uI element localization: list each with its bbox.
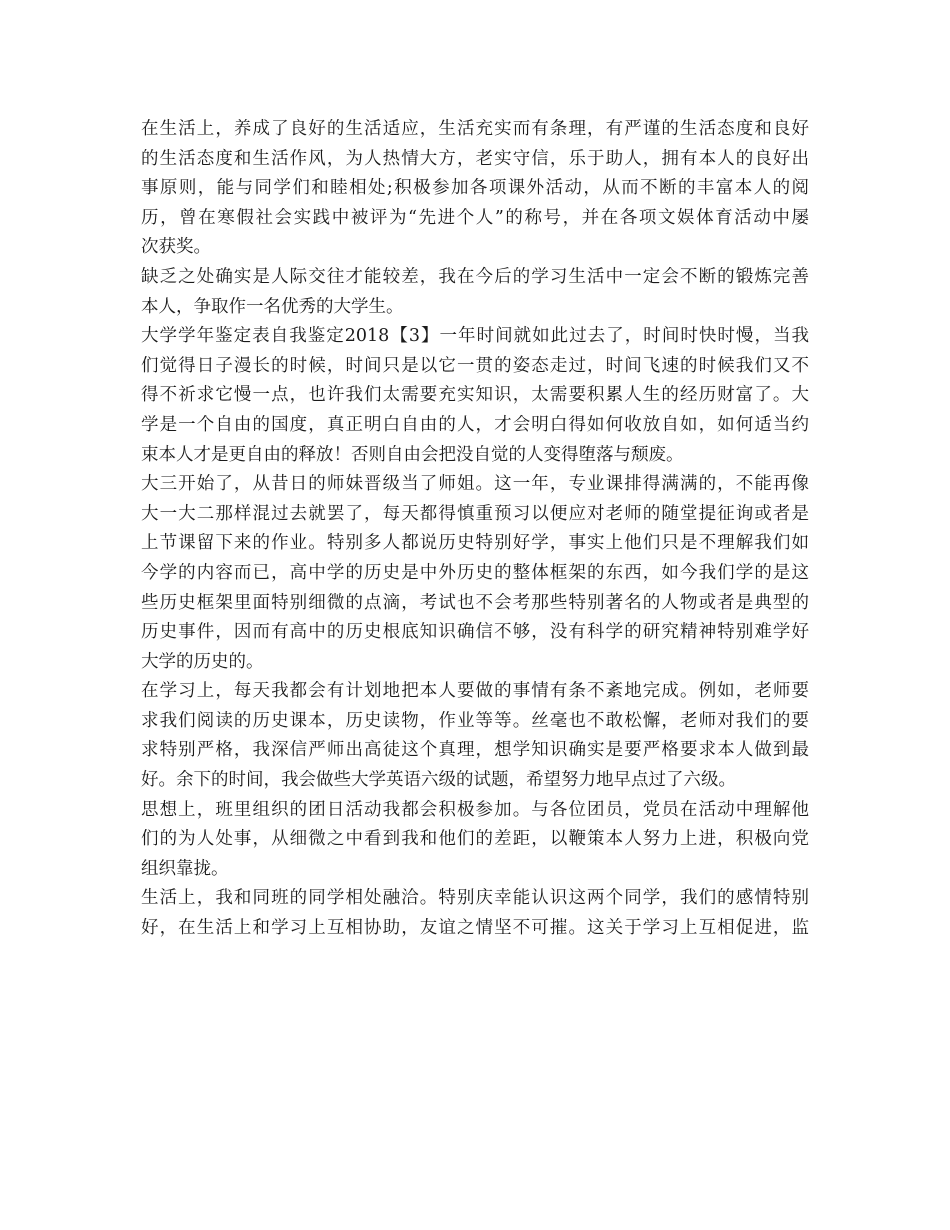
- text-line: 求我们阅读的历史课本，历史读物，作业等等。丝毫也不敢松懈，老师对我们的要: [141, 710, 809, 731]
- text-line: 大学学年鉴定表自我鉴定2018【3】一年时间就如此过去了，时间时快时慢，当我: [141, 326, 809, 347]
- text-line: 们觉得日子漫长的时候，时间只是以它一贯的姿态走过，时间飞速的时候我们又不: [141, 355, 809, 376]
- text-line: 们的为人处事，从细微之中看到我和他们的差距，以鞭策本人努力上进，积极向党: [141, 829, 809, 850]
- text-line: 束本人才是更自由的释放！否则自由会把没自觉的人变得堕落与颓废。: [141, 444, 684, 465]
- document-body: [141, 115, 809, 944]
- text-line: 得不祈求它慢一点，也许我们太需要充实知识，太需要积累人生的经历财富了。大: [141, 385, 809, 406]
- text-line: 组织靠拢。: [141, 858, 229, 879]
- text-line: 大三开始了，从昔日的师妹晋级当了师姐。这一年，专业课排得满满的，不能再像: [141, 474, 809, 495]
- text-line: 些历史框架里面特别细微的点滴，考试也不会考那些特别著名的人物或者是典型的: [141, 592, 809, 613]
- text-line: 上节课留下来的作业。特别多人都说历史特别好学，事实上他们只是不理解我们如: [141, 533, 809, 554]
- text-line: 次获奖。: [141, 237, 211, 258]
- text-line: 本人，争取作一名优秀的大学生。: [141, 296, 404, 317]
- text-line: 历，曾在寒假社会实践中被评为“先进个人”的称号，并在各项文娱体育活动中屡: [141, 207, 809, 228]
- text-line: 生活上，我和同班的同学相处融洽。特别庆幸能认识这两个同学，我们的感情特别: [141, 888, 809, 909]
- text-line: 在学习上，每天我都会有计划地把本人要做的事情有条不紊地完成。例如，老师要: [141, 681, 809, 702]
- text-line: 思想上，班里组织的团日活动我都会积极参加。与各位团员，党员在活动中理解他: [141, 799, 809, 820]
- text-line: 历史事件，因而有高中的历史根底知识确信不够，没有科学的研究精神特别难学好: [141, 622, 809, 643]
- text-line: 在生活上，养成了良好的生活适应，生活充实而有条理，有严谨的生活态度和良好: [141, 119, 809, 139]
- text-line: 缺乏之处确实是人际交往才能较差，我在今后的学习生活中一定会不断的锻炼完善: [141, 266, 809, 287]
- text-line: 今学的内容而已，高中学的历史是中外历史的整体框架的东西，如今我们学的是这: [141, 562, 809, 583]
- text-line: 的生活态度和生活作风，为人热情大方，老实守信，乐于助人，拥有本人的良好出: [141, 148, 809, 169]
- text-line: 大一大二那样混过去就罢了，每天都得慎重预习以便应对老师的随堂提征询或者是: [141, 503, 809, 524]
- text-line: 好。余下的时间，我会做些大学英语六级的试题，希望努力地早点过了六级。: [141, 770, 736, 791]
- text-line: 事原则，能与同学们和睦相处;积极参加各项课外活动，从而不断的丰富本人的阅: [141, 178, 809, 199]
- text-line: 大学的历史的。: [141, 651, 264, 672]
- text-line: 求特别严格，我深信严师出高徒这个真理，想学知识确实是要严格要求本人做到最: [141, 740, 809, 761]
- text-line: 学是一个自由的国度，真正明白自由的人，才会明白得如何收放自如，如何适当约: [141, 414, 809, 435]
- text-line: 好，在生活上和学习上互相协助，友谊之情坚不可摧。这关于学习上互相促进，监: [141, 918, 809, 939]
